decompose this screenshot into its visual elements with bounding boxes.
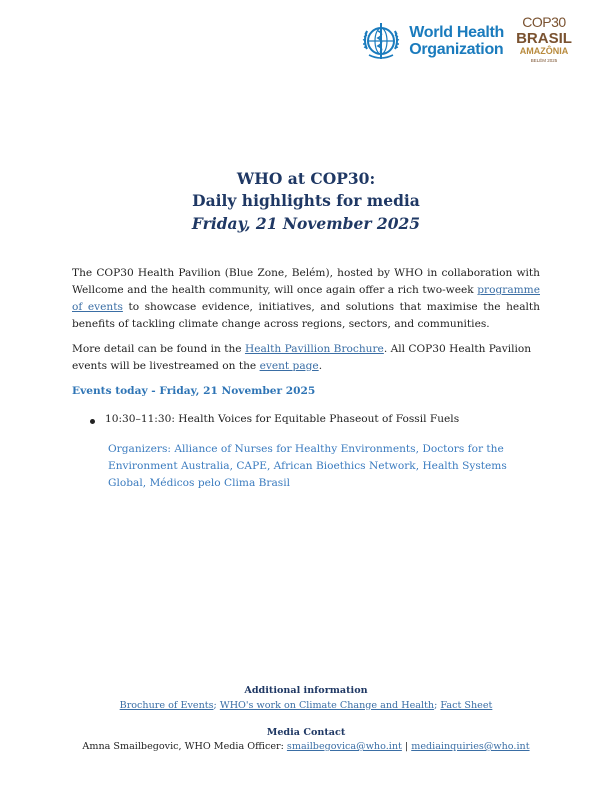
page-title-line1: WHO at COP30: [236,169,376,188]
event-list-item [90,413,459,425]
title-block [0,168,612,236]
who-emblem-icon [359,19,403,63]
bullet-icon [90,419,95,424]
media-officer-email-link[interactable]: smailbegovica@who.int [286,741,402,752]
detail-text-3: . [318,360,323,372]
svg-text:AMAZÔNIA: AMAZÔNIA [519,46,569,56]
additional-info-heading: Additional information [244,685,368,696]
event-page-link[interactable]: event page [259,360,319,372]
svg-text:COP30: COP30 [522,14,566,30]
event-organizers: Organizers: Alliance of Nurses for Healthy Environments, Doctors for the Environment Australia, CAPE, African Bioethics Network, Health Systems Global, Médicos pelo Clima Brasil [108,443,507,489]
footer-separator-2: ; [434,700,441,711]
media-contact-heading: Media Contact [266,727,346,738]
detail-text-2: . All COP30 Health Pavilion events will be livestreamed on the [72,343,532,372]
footer-separator-1: ; [213,700,220,711]
who-logo[interactable] [359,19,504,63]
event-title: 10:30–11:30: Health Voices for Equitable Phaseout of Fossil Fuels [105,413,460,425]
cop30-brasil-logo[interactable] [514,14,574,68]
svg-text:BELÉM 2025: BELÉM 2025 [530,58,558,63]
svg-text:BRASIL: BRASIL [516,30,572,47]
brochure-link[interactable]: Health Pavillion Brochure [244,343,384,355]
footer-separator-3: | [401,741,412,752]
intro-paragraph [72,265,540,333]
events-heading: Events today - Friday, 21 November 2025 [72,385,316,397]
who-wordmark-line1: World Health [409,24,504,41]
additional-info-links [0,700,612,711]
media-inquiries-email-link[interactable]: mediainquiries@who.int [411,741,530,752]
header [359,14,574,68]
climate-health-work-link[interactable]: WHO's work on Climate Change and Health [219,700,435,711]
fact-sheet-link[interactable]: Fact Sheet [440,700,493,711]
programme-of-events-link[interactable]: programme of events [72,284,540,313]
brochure-of-events-link[interactable]: Brochure of Events [119,700,214,711]
intro-text-1: The COP30 Health Pavilion (Blue Zone, Belém), hosted by WHO in collaboration with Wellcome and the health community, will once again offer a rich two-week [72,267,540,296]
contact-name: Amna Smailbegovic, WHO Media Officer: [82,741,287,752]
page-date: Friday, 21 November 2025 [191,214,421,233]
detail-text-1: More detail can be found in the [72,343,245,355]
who-wordmark-line2: Organization [409,41,504,58]
page-title-line2: Daily highlights for media [192,191,420,210]
media-contact-line [0,741,612,752]
intro-text-2: to showcase evidence, initiatives, and solutions that maximise the health benefits of tackling climate change across regions, sectors, and communities. [72,301,540,330]
detail-paragraph [72,341,540,375]
who-wordmark [409,24,504,58]
